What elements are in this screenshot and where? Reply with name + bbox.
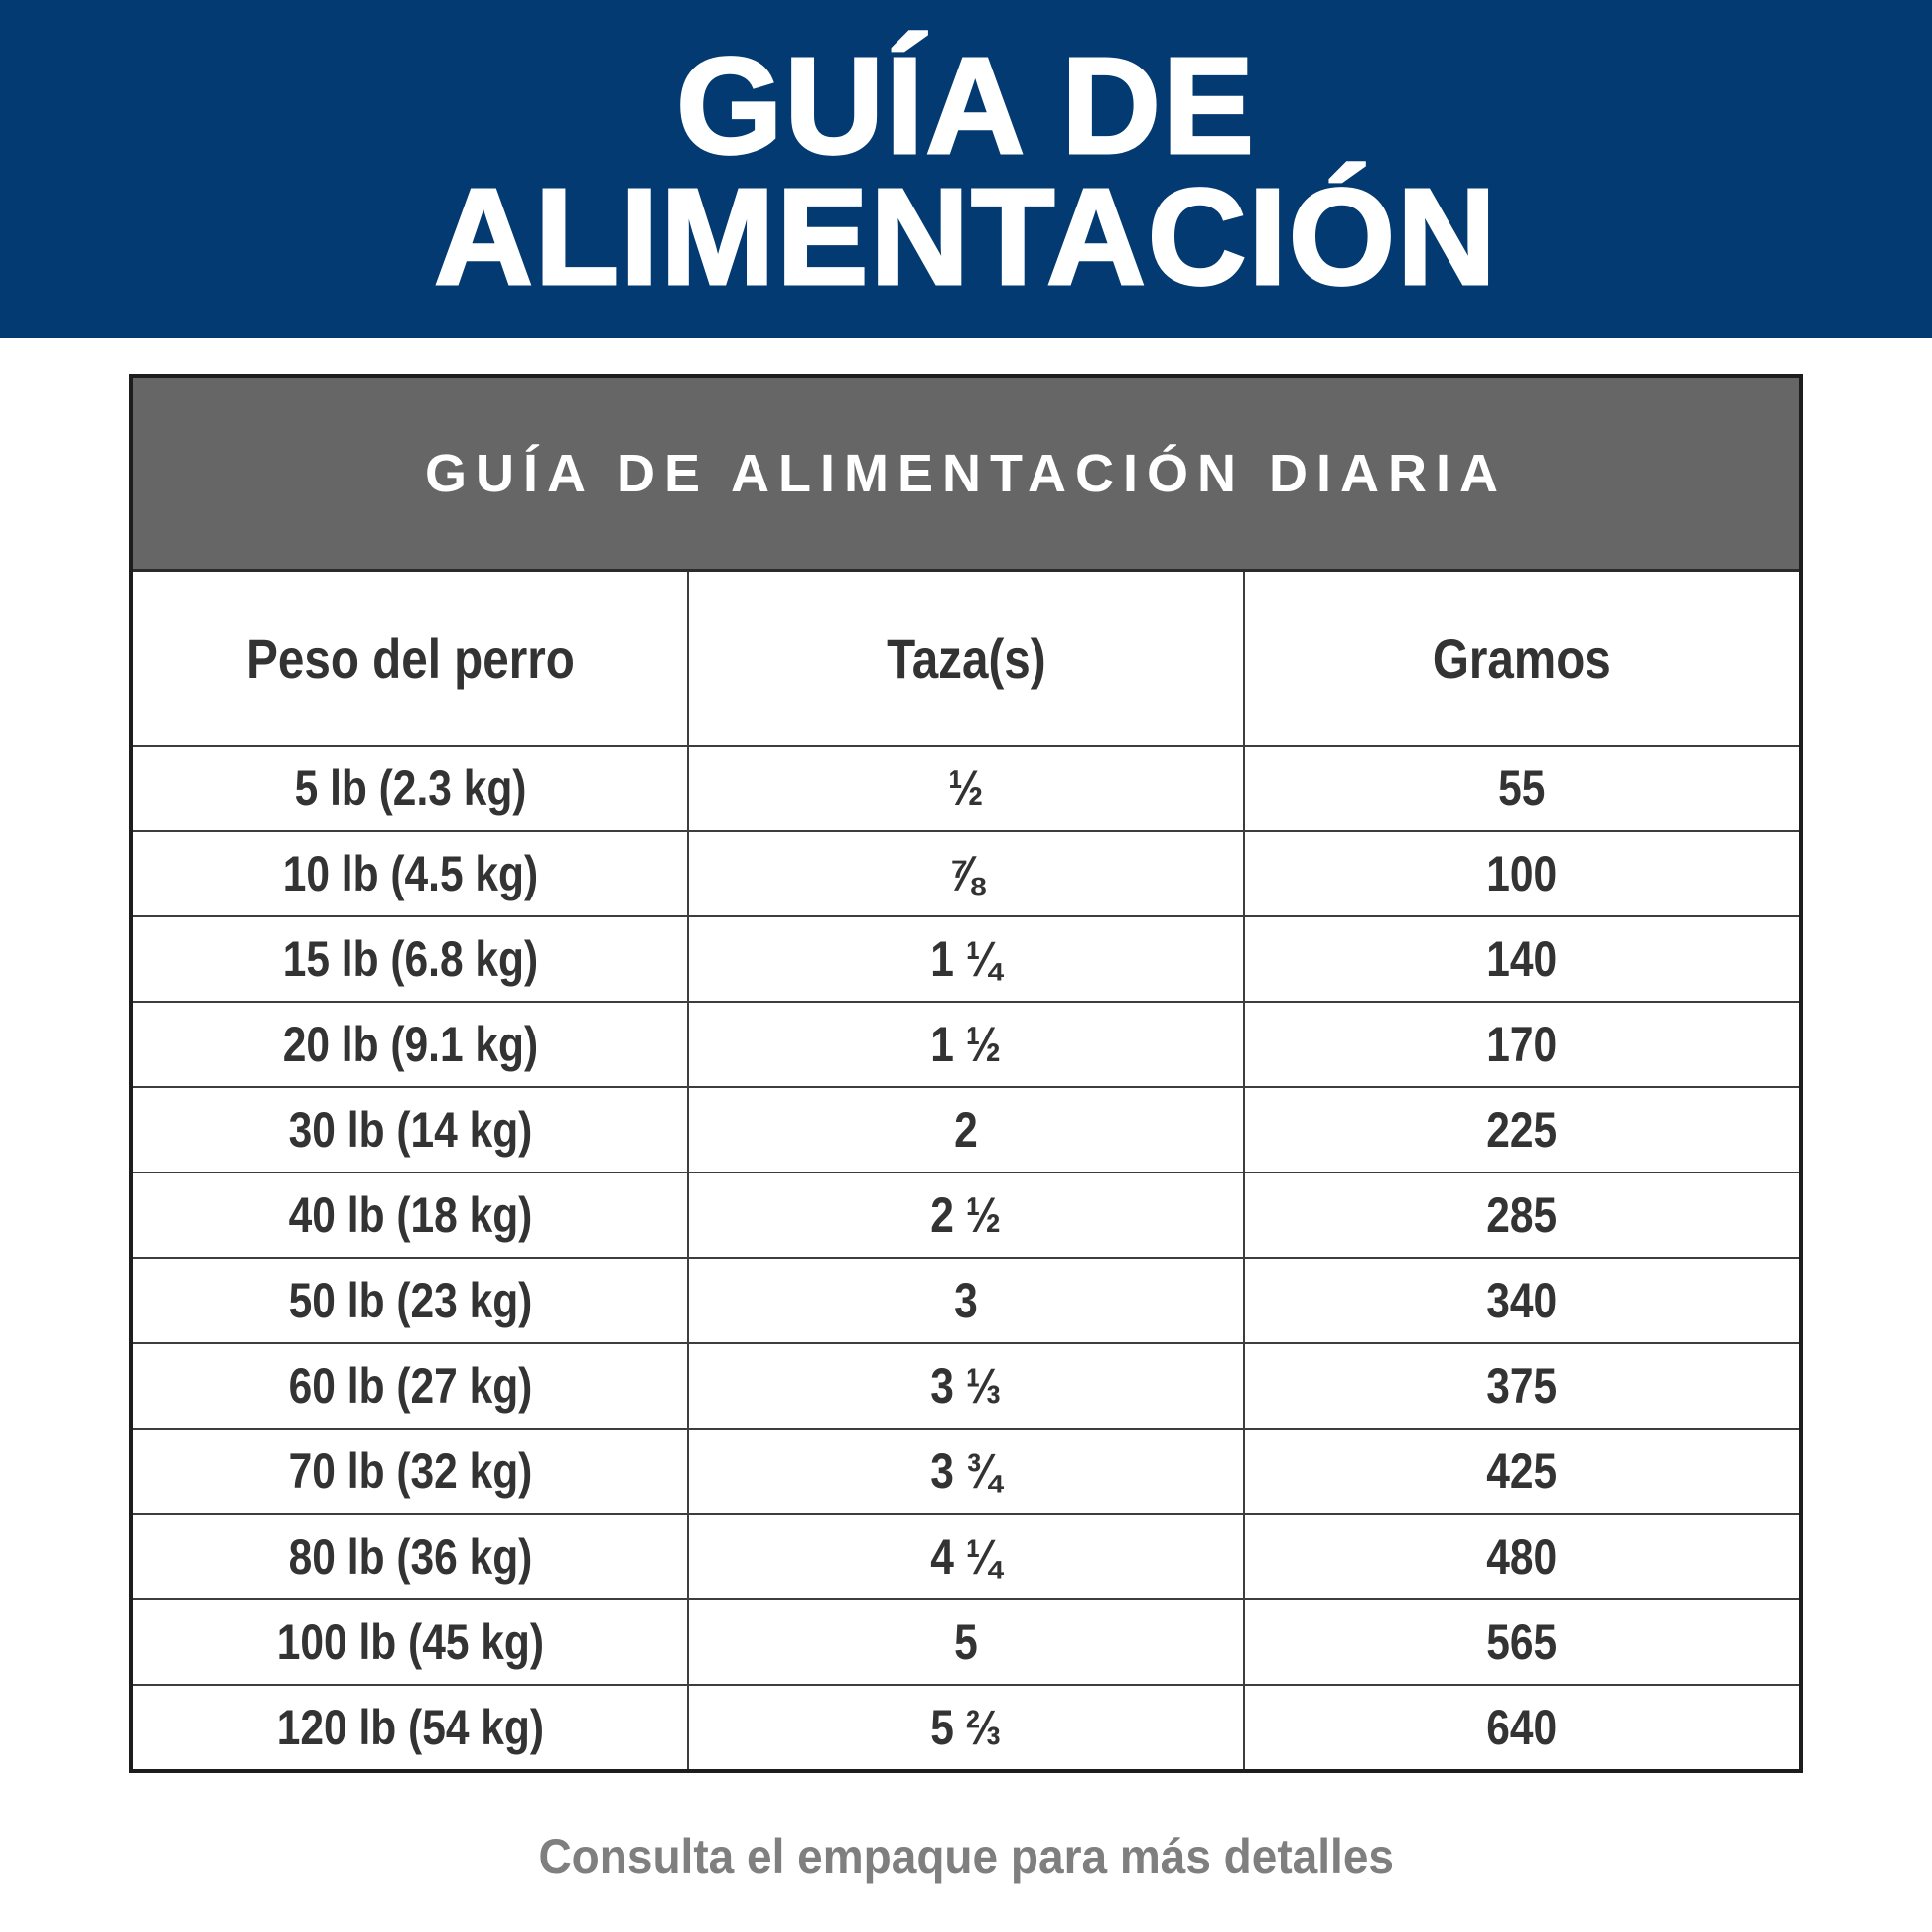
column-header-weight: Peso del perro [133, 572, 688, 746]
footer-note: Consulta el empaque para más detalles [538, 1829, 1394, 1884]
table-row [133, 916, 1799, 1002]
weight-cell: 60 lb (27 kg) [133, 1343, 688, 1429]
cups-cell: 4 ¼ [688, 1514, 1243, 1599]
cups-cell: 3 [688, 1258, 1243, 1343]
weight-cell: 5 lb (2.3 kg) [133, 746, 688, 831]
page-title-line-2: ALIMENTACIÓN [434, 161, 1498, 314]
grams-cell: 170 [1244, 1002, 1799, 1087]
grams-cell: 375 [1244, 1343, 1799, 1429]
grams-cell: 225 [1244, 1087, 1799, 1173]
table-title-band [133, 378, 1799, 572]
table-row [133, 1685, 1799, 1769]
table-title: GUÍA DE ALIMENTACIÓN DIARIA [425, 444, 1507, 503]
grams-cell: 55 [1244, 746, 1799, 831]
weight-cell: 10 lb (4.5 kg) [133, 831, 688, 916]
weight-cell: 40 lb (18 kg) [133, 1173, 688, 1258]
grams-cell: 425 [1244, 1429, 1799, 1514]
grams-cell: 480 [1244, 1514, 1799, 1599]
table-row [133, 1002, 1799, 1087]
feeding-guide-grid [133, 572, 1799, 1769]
table-row [133, 831, 1799, 916]
weight-cell: 50 lb (23 kg) [133, 1258, 688, 1343]
header-row [133, 572, 1799, 746]
cups-cell: ½ [688, 746, 1243, 831]
column-header-cups: Taza(s) [688, 572, 1243, 746]
table-body [133, 746, 1799, 1769]
weight-cell: 80 lb (36 kg) [133, 1514, 688, 1599]
grams-cell: 285 [1244, 1173, 1799, 1258]
cups-cell: ⅞ [688, 831, 1243, 916]
table-row [133, 1514, 1799, 1599]
footer [0, 1828, 1932, 1885]
table-row [133, 1599, 1799, 1685]
weight-cell: 15 lb (6.8 kg) [133, 916, 688, 1002]
cups-cell: 5 ⅔ [688, 1685, 1243, 1769]
weight-cell: 100 lb (45 kg) [133, 1599, 688, 1685]
grams-cell: 100 [1244, 831, 1799, 916]
title-banner [0, 0, 1932, 338]
weight-cell: 30 lb (14 kg) [133, 1087, 688, 1173]
table-row [133, 1173, 1799, 1258]
table-row [133, 1429, 1799, 1514]
weight-cell: 70 lb (32 kg) [133, 1429, 688, 1514]
cups-cell: 2 ½ [688, 1173, 1243, 1258]
table-header [133, 572, 1799, 746]
grams-cell: 640 [1244, 1685, 1799, 1769]
table-row [133, 1258, 1799, 1343]
cups-cell: 1 ¼ [688, 916, 1243, 1002]
weight-cell: 120 lb (54 kg) [133, 1685, 688, 1769]
page-title-line-1: GUÍA DE [676, 30, 1256, 183]
cups-cell: 5 [688, 1599, 1243, 1685]
cups-cell: 3 ¾ [688, 1429, 1243, 1514]
grams-cell: 340 [1244, 1258, 1799, 1343]
cups-cell: 3 ⅓ [688, 1343, 1243, 1429]
feeding-guide-table [129, 374, 1803, 1773]
grams-cell: 140 [1244, 916, 1799, 1002]
grams-cell: 565 [1244, 1599, 1799, 1685]
table-row [133, 1343, 1799, 1429]
table-row [133, 1087, 1799, 1173]
cups-cell: 2 [688, 1087, 1243, 1173]
table-row [133, 746, 1799, 831]
column-header-grams: Gramos [1244, 572, 1799, 746]
weight-cell: 20 lb (9.1 kg) [133, 1002, 688, 1087]
cups-cell: 1 ½ [688, 1002, 1243, 1087]
